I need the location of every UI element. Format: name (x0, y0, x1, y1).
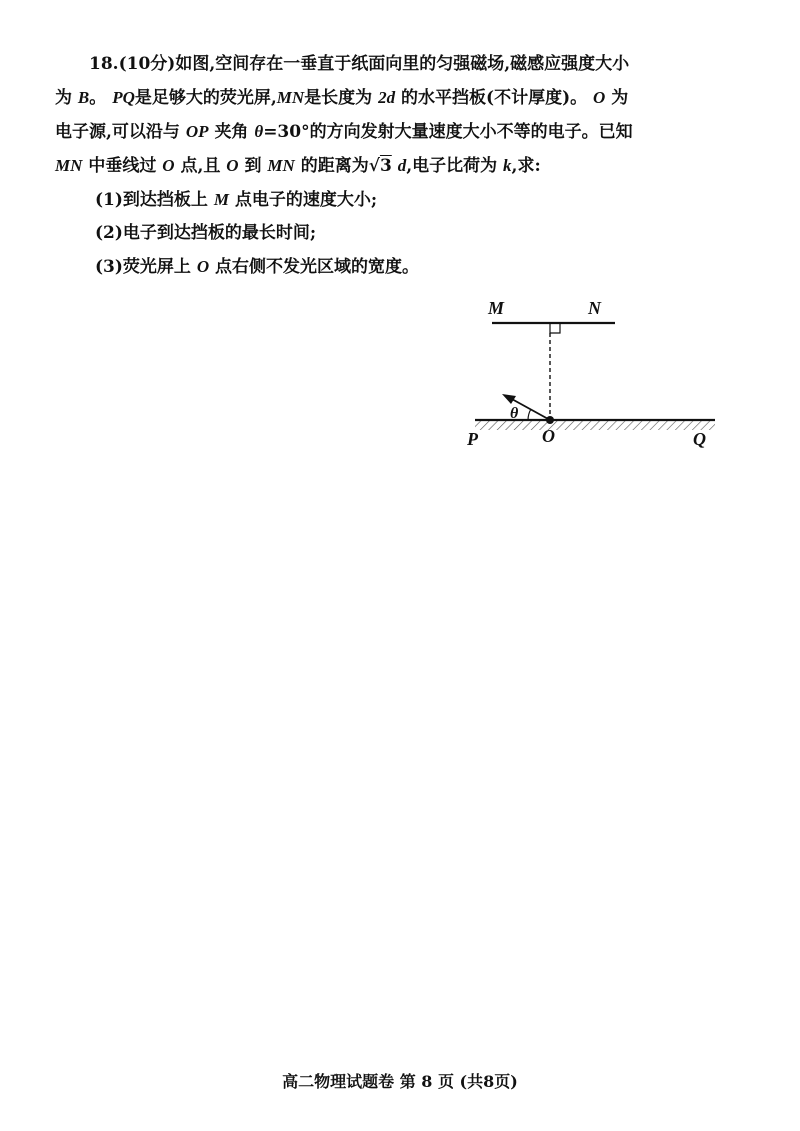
problem-text: 的距离为√ (300, 156, 380, 176)
problem-number: 18. (89, 54, 119, 74)
problem-text: 为 (55, 88, 72, 108)
symbol-B: B (77, 88, 90, 107)
problem-score: (10分) (118, 54, 176, 74)
right-angle-marker (550, 323, 560, 333)
problem-text: =30°的方向发射大量速度大小不等的电子。已知 (263, 122, 633, 142)
question-1 (55, 183, 755, 217)
label-theta: θ (510, 405, 519, 422)
page-footer: 高二物理试题卷 第 8 页 (共8页) (282, 1072, 518, 1091)
question-2 (55, 217, 755, 250)
problem-text: 夹角 (214, 122, 249, 142)
symbol-MN: MN (267, 156, 295, 175)
problem-text: ,求: (511, 156, 541, 176)
arrow-head-icon (502, 394, 516, 404)
problem-text: 电子源,可以沿与 (55, 122, 180, 142)
label-O: O (542, 426, 555, 446)
angle-arc (528, 409, 531, 420)
symbol-theta: θ (254, 122, 264, 141)
sqrt-radicand: 3 (379, 156, 392, 176)
problem-18 (55, 48, 755, 284)
symbol-MN: MN (55, 156, 83, 175)
symbol-k: k (503, 156, 512, 175)
problem-text: 到 (244, 156, 262, 176)
question-3 (55, 250, 755, 284)
problem-line-4 (55, 149, 755, 183)
symbol-O: O (196, 257, 210, 276)
symbol-OP: OP (185, 122, 209, 141)
label-N: N (588, 298, 601, 318)
symbol-O: O (226, 156, 239, 175)
symbol-O: O (162, 156, 175, 175)
problem-line-2 (55, 81, 755, 115)
problem-text: 如图,空间存在一垂直于纸面向里的匀强磁场,磁感应强度大小 (175, 54, 630, 74)
symbol-M: M (213, 190, 229, 209)
problem-text: 为 (611, 88, 629, 108)
problem-text: 。 (89, 88, 107, 108)
question-text: 点电子的速度大小; (234, 190, 378, 210)
question-text: (3)荧光屏上 (95, 257, 191, 277)
physics-diagram (450, 290, 740, 460)
problem-text: 点,且 (180, 156, 221, 176)
electron-source-dot (546, 416, 554, 424)
label-P: P (467, 429, 478, 449)
diagram-svg (450, 290, 740, 460)
label-Q: Q (693, 429, 706, 449)
problem-text: 的水平挡板(不计厚度)。 (401, 88, 588, 108)
problem-line-1 (55, 48, 755, 81)
question-text: (2)电子到达挡板的最长时间; (95, 223, 317, 243)
question-text: 点右侧不发光区域的宽度。 (215, 257, 420, 277)
problem-text: 是长度为 (304, 88, 373, 108)
problem-text: 中垂线过 (88, 156, 157, 176)
symbol-MN: MN (276, 88, 305, 107)
problem-line-3 (55, 115, 755, 149)
question-text: (1)到达挡板上 (95, 190, 208, 210)
symbol-d: d (397, 156, 407, 175)
symbol-2d: 2d (378, 88, 396, 107)
problem-text: ,电子比荷为 (406, 156, 498, 176)
symbol-O: O (593, 88, 606, 107)
problem-text: 是足够大的荧光屏, (134, 88, 277, 108)
symbol-PQ: PQ (112, 88, 135, 107)
label-M: M (488, 298, 505, 318)
